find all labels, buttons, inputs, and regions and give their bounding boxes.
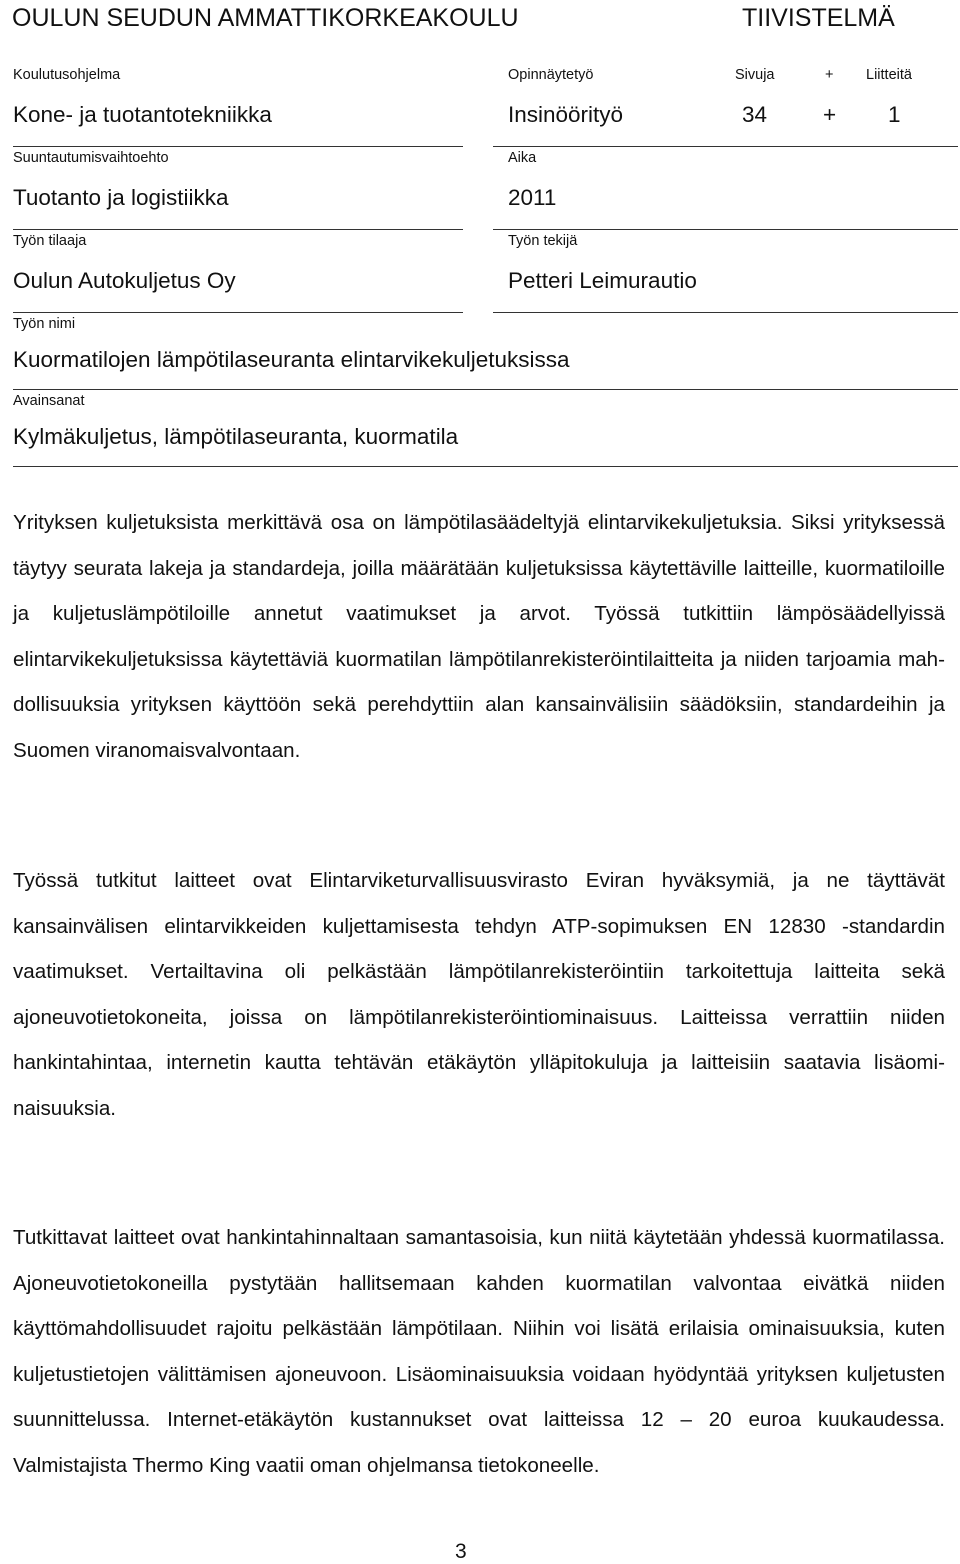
value-liitteita: 1 [888,102,901,127]
document-type-title: TIIVISTELMÄ [742,4,895,32]
label-koulutusohjelma: Koulutusohjelma [13,67,121,83]
value-suuntautumisvaihtoehto: Tuotanto ja logistiikka [13,185,229,210]
value-tyon-nimi: Kuormatilojen lämpötilaseuranta elintarvikekuljetuksissa [13,347,570,372]
institution-title: OULUN SEUDUN AMMATTIKORKEAKOULU [12,4,519,32]
value-avainsanat: Kylmäkuljetus, lämpötilaseuranta, kuormatila [13,424,459,449]
label-suuntautumisvaihtoehto: Suuntautumisvaihtoehto [13,150,169,166]
label-tekija: Työn tekijä [508,233,578,249]
label-sivuja: Sivuja [735,67,775,83]
label-tyon-nimi: Työn nimi [13,316,76,332]
value-plus: + [823,102,837,127]
value-tekija: Petteri Leimurautio [508,268,697,293]
label-tilaaja: Työn tilaaja [13,233,87,249]
abstract-paragraph-1: Yrityksen kuljetuksista merkittävä osa on lämpötilasäädeltyjä elintarvikekuljetuksia. Siksi yrityksessä täytyy seurata lakeja ja standardeja, joilla määrätään kuljetuksissa käytettäville laitteille, kuormatiloille ja kuljetuslämpötiloille annetut vaatimukset ja arvot. Työssä tutkittiin lämpösäädellyissä elintarvikekuljetuksissa käytettäviä kuormatilan lämpötilanrekisteröintilaitteita ja niiden tarjoamia mahdollisuuksia yrityksen käyttöön sekä perehdyttiin alan kansainvälisiin säädöksiin, standardeihin ja Suomen viranomaisvalvontaan. [13,511,945,762]
divider [493,146,958,147]
divider [13,312,463,313]
value-tilaaja: Oulun Autokuljetus Oy [13,268,236,293]
label-liitteita: Liitteitä [866,67,912,83]
divider [13,229,463,230]
divider [13,146,463,147]
label-opinnaytetyo: Opinnäytetyö [508,67,594,83]
divider [493,229,958,230]
label-plus: + [825,67,834,83]
page-number: 3 [455,1540,467,1563]
divider [493,312,958,313]
value-aika: 2011 [508,185,557,210]
abstract-paragraph-2: Työssä tutkitut laitteet ovat Elintarviketurvallisuusvirasto Eviran hyväksymiä, ja ne täyttävät kansainvälisen elintarvikkeiden kuljettamisesta tehdyn ATP-sopimuksen EN 12830 -standardin vaatimukset. Vertailtavina oli pelkästään lämpötilanrekisteröintiin tarkoitettuja laitteita sekä ajoneuvotietokoneita, joissa on lämpötilanrekisteröintiominaisuus. Laitteissa verrattiin niiden hankintahintaa, internetin kautta tehtävän etäkäytön ylläpitokuluja ja laitteisiin saatavia lisäominaisuuksia. [13,869,945,1120]
label-aika: Aika [508,150,537,166]
abstract-paragraph-3: Tutkittavat laitteet ovat hankintahinnaltaan samantasoisia, kun niitä käytetään yhdessä kuormatilassa. Ajoneuvotietokoneilla pystytään hallitsemaan kahden kuormatilan valvontaa eivätkä niiden käyttömahdollisuudet rajoitu pelkästään lämpötilaan. Niihin voi lisätä erilaisia ominaisuuksia, kuten kuljetustietojen välittämisen ajoneuvoon. Lisäominaisuuksia voidaan hyödyntää yrityksen kuljetusten suunnittelussa. Internet-etäkäytön kustannukset ovat laitteissa 12 – 20 euroa kuukaudessa. Valmistajista Thermo King vaatii oman ohjelmansa tietokoneelle. [13,1226,945,1477]
divider [13,466,958,467]
value-koulutusohjelma: Kone- ja tuotantotekniikka [13,102,272,127]
value-sivuja: 34 [742,102,768,127]
value-opinnaytetyo: Insinöörityö [508,102,624,127]
divider [13,389,958,390]
label-avainsanat: Avainsanat [13,393,85,409]
